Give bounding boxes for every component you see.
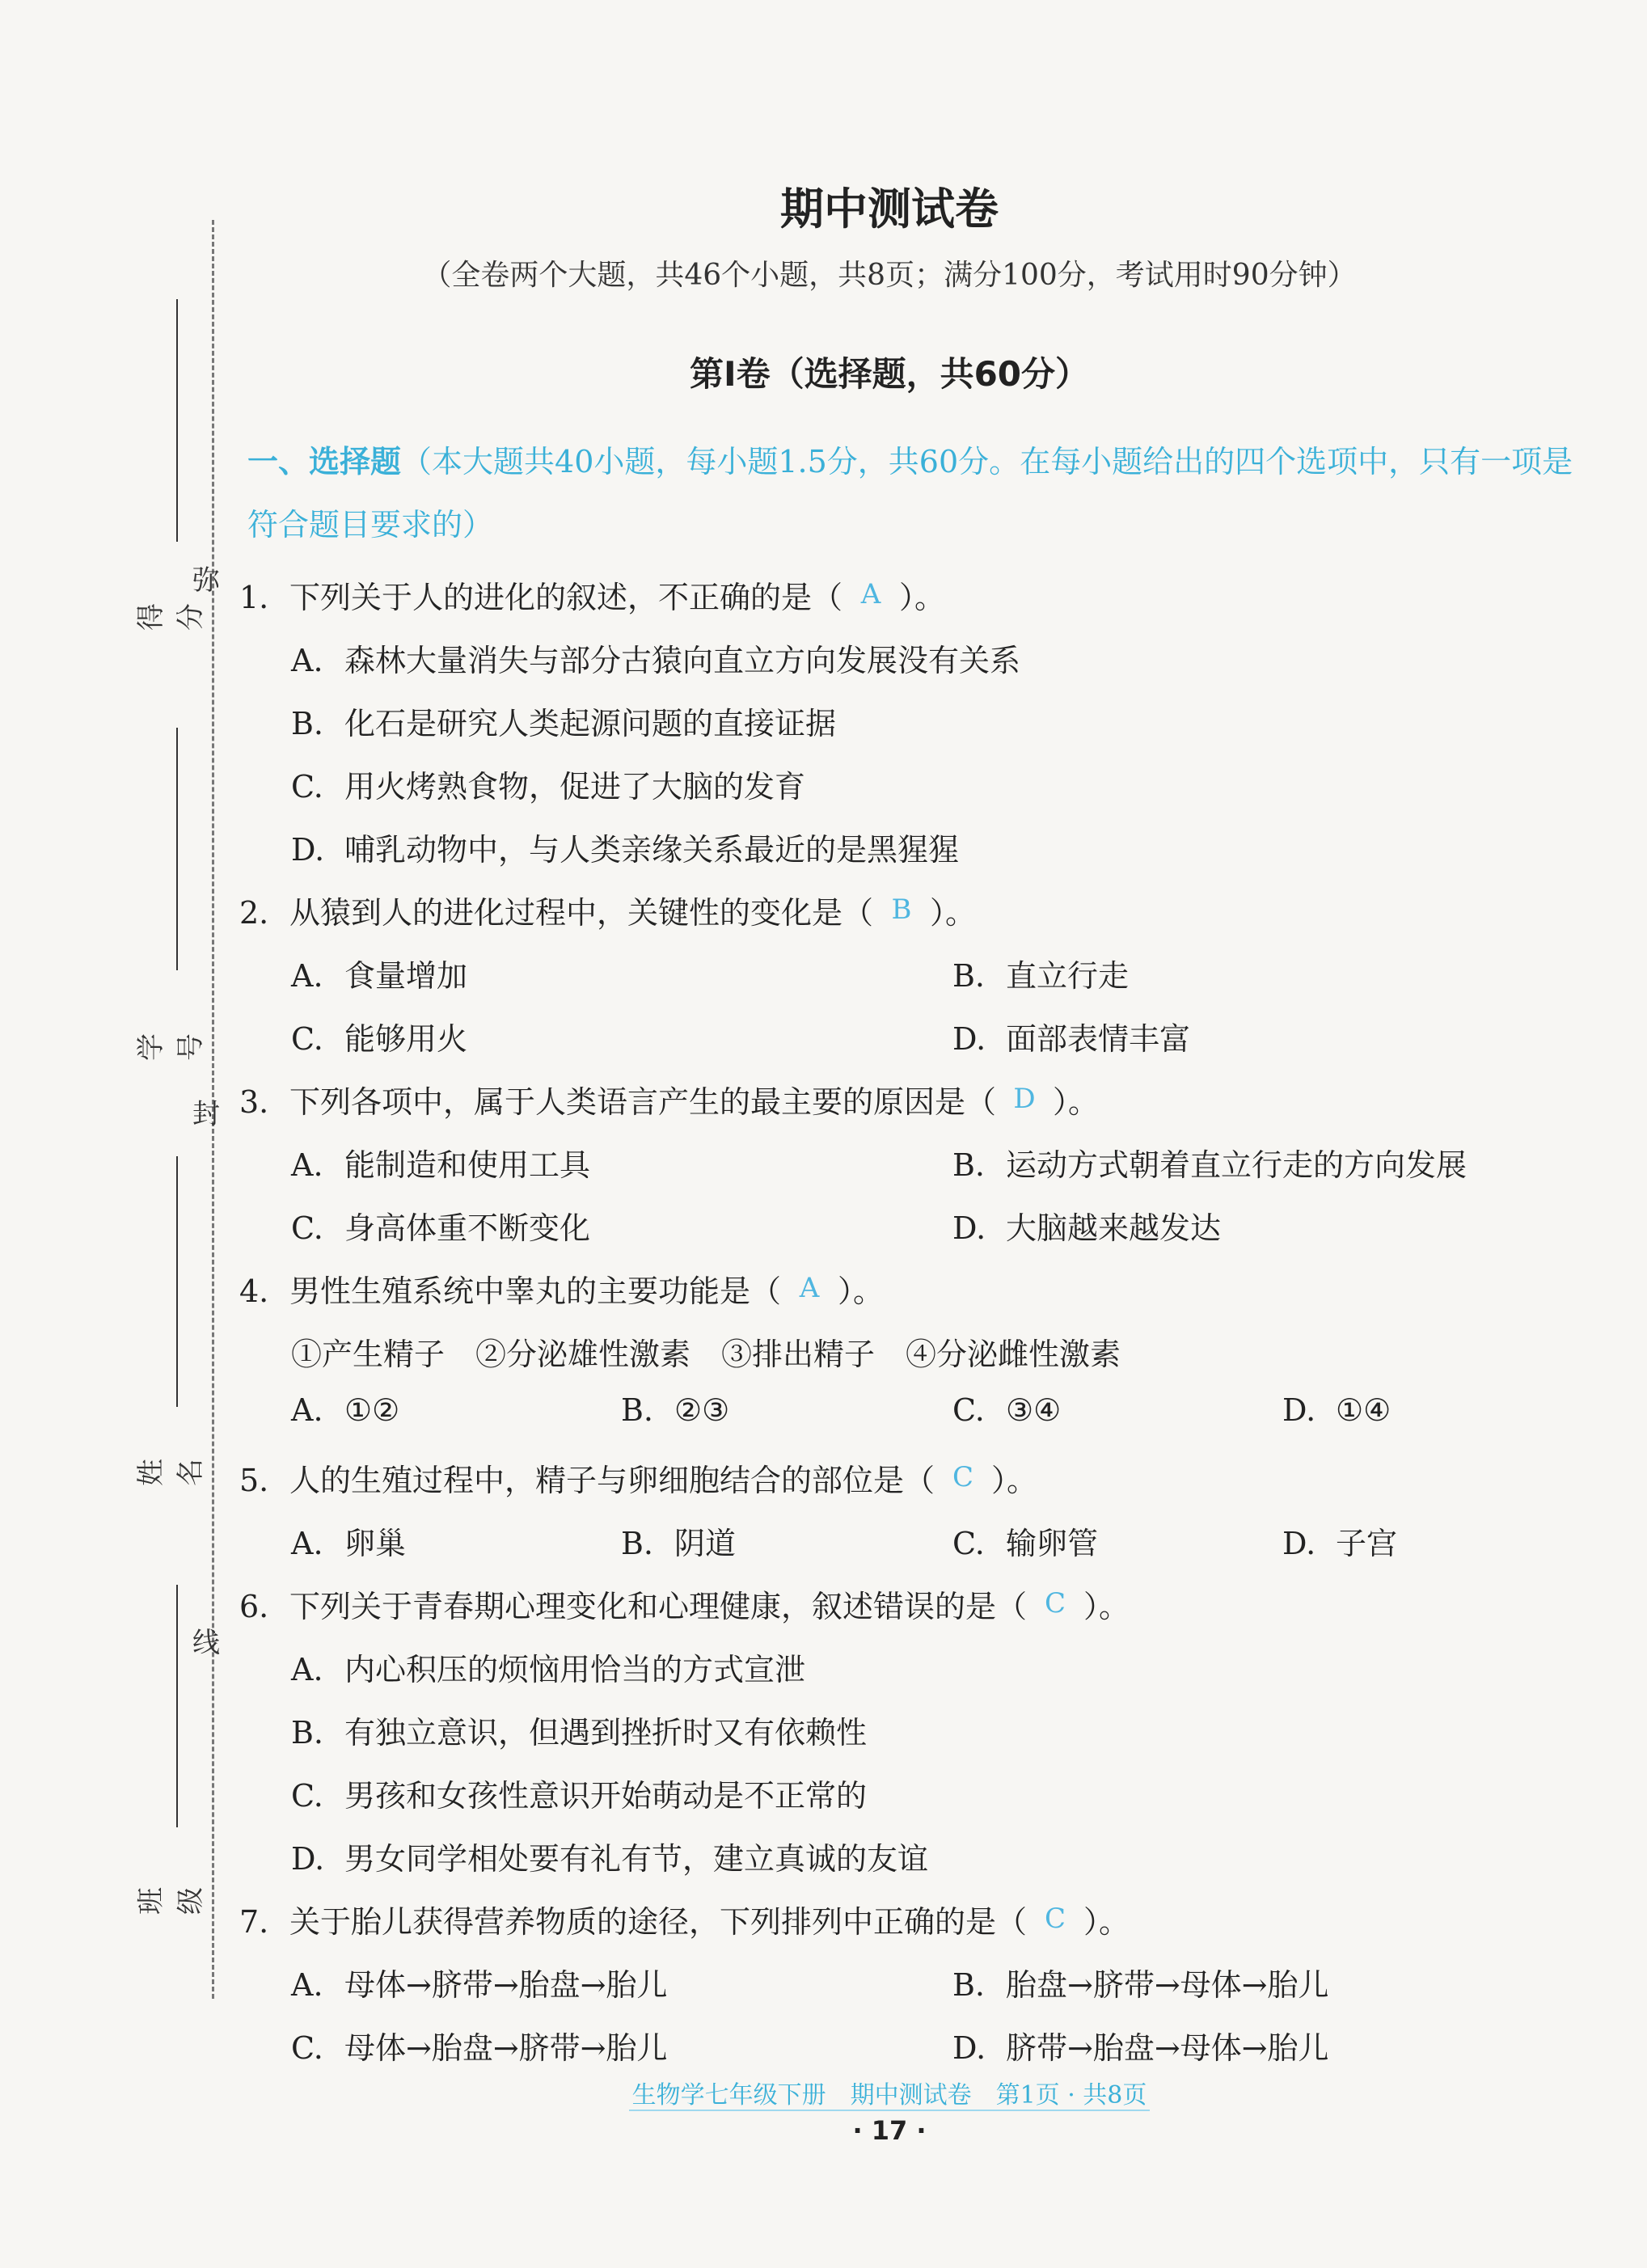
question-7 [239, 1897, 1130, 1941]
option-label: C. [291, 1021, 323, 1057]
option-label: A. [291, 1526, 323, 1561]
q3-option-b [952, 1140, 1467, 1185]
q7-option-a [291, 1960, 668, 2004]
option-text: ①④ [1336, 1392, 1392, 1428]
q2-option-b [952, 951, 1129, 995]
question-number: 3. [239, 1084, 269, 1120]
option-label: D. [952, 2030, 986, 2066]
option-label: C. [291, 2030, 323, 2066]
q1-option-b [291, 699, 836, 743]
q7-option-c [291, 2023, 668, 2067]
question-stem: 下列关于人的进化的叙述，不正确的是（ [289, 580, 843, 615]
answer-mark: C [1045, 1587, 1066, 1620]
option-text: 母体→胎盘→脐带→胎儿 [344, 2030, 668, 2066]
q4-option-b [621, 1392, 729, 1428]
option-label: D. [291, 832, 325, 868]
seal-char-mi: 弥 [192, 564, 220, 597]
option-text: 胎盘→脐带→母体→胎儿 [1006, 1967, 1329, 2003]
section-name: 一、选择题 [247, 444, 402, 479]
q1-option-c [291, 762, 805, 806]
class-fill-line[interactable] [176, 1585, 178, 1827]
name-label: 姓名 [135, 1455, 207, 1486]
q2-option-c [291, 1014, 467, 1058]
option-label: C. [952, 1392, 985, 1428]
score-fill-line[interactable] [176, 299, 178, 542]
option-text: 大脑越来越发达 [1006, 1210, 1222, 1246]
question-stem: 关于胎儿获得营养物质的途径，下列排列中正确的是（ [289, 1904, 1028, 1940]
q5-option-b [621, 1518, 736, 1563]
option-label: A. [291, 1967, 323, 2003]
question-close: ）。 [1053, 1084, 1100, 1120]
option-label: B. [621, 1392, 654, 1428]
option-text: 卵巢 [344, 1526, 407, 1561]
option-text: ②③ [674, 1392, 730, 1428]
question-stem: 从猿到人的进化过程中，关键性的变化是（ [289, 895, 874, 931]
q4-option-c [952, 1392, 1061, 1428]
name-fill-line[interactable] [176, 1156, 178, 1407]
option-label: C. [291, 1778, 323, 1814]
question-stem: 下列关于青春期心理变化和心理健康，叙述错误的是（ [289, 1589, 1028, 1624]
option-text: 内心积压的烦恼用恰当的方式宣泄 [344, 1652, 806, 1687]
question-close: ）。 [1083, 1904, 1130, 1940]
answer-mark: A [799, 1272, 820, 1304]
question-2 [239, 888, 976, 932]
question-6 [239, 1582, 1130, 1626]
q2-option-a [291, 951, 467, 995]
option-label: B. [952, 958, 986, 994]
question-number: 6. [239, 1589, 269, 1624]
question-stem: 男性生殖系统中睾丸的主要功能是（ [289, 1273, 782, 1309]
q4-option-d [1282, 1392, 1391, 1428]
option-label: A. [291, 1652, 323, 1687]
student-id-label: 学号 [135, 1030, 207, 1061]
q6-option-b [291, 1708, 867, 1752]
exam-info: （全卷两个大题，共46个小题，共8页；满分100分，考试用时90分钟） [422, 259, 1357, 292]
option-label: D. [1282, 1526, 1316, 1561]
question-close: ）。 [930, 895, 977, 931]
question-number: 4. [239, 1273, 269, 1309]
q5-option-a [291, 1518, 406, 1563]
page-title: 期中测试卷 [780, 184, 999, 234]
option-label: B. [952, 1967, 986, 2003]
page-number: · 17 · [852, 2115, 927, 2146]
question-stem: 人的生殖过程中，精子与卵细胞结合的部位是（ [289, 1463, 935, 1498]
question-close: ）。 [1083, 1589, 1130, 1624]
option-text: 子宫 [1336, 1526, 1398, 1561]
page-footer [0, 2075, 1647, 2110]
q5-option-d [1282, 1518, 1397, 1563]
option-text: ①② [344, 1392, 400, 1428]
student-id-fill-line[interactable] [176, 728, 178, 970]
option-label: B. [291, 706, 324, 741]
option-label: D. [1282, 1392, 1316, 1428]
option-text: 面部表情丰富 [1006, 1021, 1191, 1057]
question-1 [239, 572, 945, 617]
option-text: 身高体重不断变化 [344, 1210, 591, 1246]
question-4 [239, 1266, 884, 1311]
seal-char-feng: 封 [192, 1098, 220, 1130]
option-text: 直立行走 [1006, 958, 1130, 994]
option-text: 有独立意识，但遇到挫折时又有依赖性 [344, 1715, 868, 1751]
option-text: 男女同学相处要有礼有节，建立真诚的友谊 [344, 1841, 929, 1877]
q5-option-c [952, 1518, 1098, 1563]
answer-mark: C [1045, 1903, 1066, 1935]
footer-text: 生物学七年级下册 期中测试卷 第1页 · 共8页 [629, 2081, 1151, 2111]
question-close: ）。 [838, 1273, 885, 1309]
option-label: A. [291, 1147, 323, 1183]
question-3 [239, 1077, 1099, 1121]
option-text: ③④ [1006, 1392, 1062, 1428]
q7-option-b [952, 1960, 1329, 2004]
option-label: C. [952, 1526, 985, 1561]
question-number: 7. [239, 1904, 269, 1940]
option-text: 食量增加 [344, 958, 468, 994]
section-instructions: （本大题共40小题，每小题1.5分，共60分。在每小题给出的四个选项中，只有一项是符合题目要求的） [247, 444, 1573, 543]
option-text: 哺乳动物中，与人类亲缘关系最近的是黑猩猩 [344, 832, 960, 868]
option-label: C. [291, 769, 323, 805]
option-text: 脐带→胎盘→母体→胎儿 [1006, 2030, 1329, 2066]
q6-option-c [291, 1771, 867, 1815]
option-text: 用火烤熟食物，促进了大脑的发育 [344, 769, 806, 805]
question-number: 1. [239, 580, 269, 615]
question-number: 2. [239, 895, 269, 931]
q3-option-d [952, 1203, 1221, 1248]
option-text: 男孩和女孩性意识开始萌动是不正常的 [344, 1778, 868, 1814]
q7-option-d [952, 2023, 1329, 2067]
question-close: ）。 [991, 1463, 1038, 1498]
option-text: 运动方式朝着直立行走的方向发展 [1006, 1147, 1468, 1183]
option-text: 输卵管 [1006, 1526, 1099, 1561]
section-heading [247, 430, 1573, 556]
answer-mark: B [891, 893, 912, 926]
option-label: D. [952, 1210, 986, 1246]
q3-option-c [291, 1203, 590, 1248]
option-text: 阴道 [674, 1526, 737, 1561]
question-number: 5. [239, 1463, 269, 1498]
option-text: 化石是研究人类起源问题的直接证据 [344, 706, 837, 741]
option-label: A. [291, 643, 323, 678]
q4-option-a [291, 1392, 399, 1428]
class-label: 班级 [135, 1884, 207, 1915]
option-label: B. [952, 1147, 986, 1183]
option-label: D. [291, 1841, 325, 1877]
question-5 [239, 1455, 1037, 1500]
option-label: B. [621, 1526, 654, 1561]
option-label: D. [952, 1021, 986, 1057]
answer-mark: A [860, 578, 881, 610]
q2-option-d [952, 1014, 1190, 1058]
q6-option-d [291, 1834, 928, 1878]
option-text: 森林大量消失与部分古猿向直立方向发展没有关系 [344, 643, 1021, 678]
option-text: 母体→脐带→胎盘→胎儿 [344, 1967, 668, 2003]
option-text: 能够用火 [344, 1021, 468, 1057]
option-label: C. [291, 1210, 323, 1246]
question-close: ）。 [899, 580, 946, 615]
q1-option-d [291, 825, 959, 869]
score-label: 得分 [135, 600, 207, 631]
answer-mark: D [1013, 1083, 1036, 1115]
part-title: 第Ⅰ卷（选择题，共60分） [689, 354, 1090, 394]
q6-option-a [291, 1645, 805, 1689]
seal-char-xian: 线 [192, 1627, 220, 1659]
q4-statement-items: ①产生精子 ②分泌雄性激素 ③排出精子 ④分泌雌性激素 [291, 1337, 1121, 1372]
option-label: B. [291, 1715, 324, 1751]
answer-mark: C [952, 1461, 974, 1493]
option-text: 能制造和使用工具 [344, 1147, 591, 1183]
option-label: A. [291, 1392, 323, 1428]
q3-option-a [291, 1140, 590, 1185]
question-stem: 下列各项中，属于人类语言产生的最主要的原因是（ [289, 1084, 997, 1120]
q1-option-a [291, 636, 1020, 680]
option-label: A. [291, 958, 323, 994]
